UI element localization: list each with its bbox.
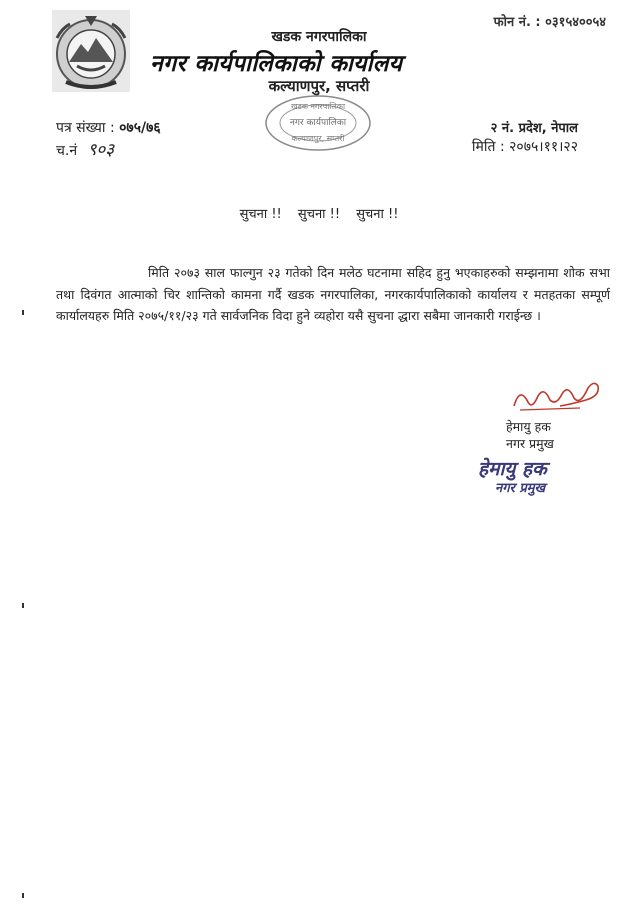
phone-number: फोन नं. : ०३१५४००५४ bbox=[493, 15, 606, 30]
office-stamp bbox=[263, 93, 373, 153]
letter-number-value: ०७५/७६ bbox=[119, 120, 161, 136]
notice-body: मिति २०७३ साल फाल्गुन २३ गतेको दिन मलेठ घटनामा सहिद हुनु भएकाहरुको सम्झनामा शोक सभा तथा दिवंगत आत्माको चिर शान्तिको कामना गर्दै खडक नगरपालिका, नगरकार्यपालिकाको कार्यालय र मतहतका सम्पूर्ण कार्यालयहरु मिति २०७५/११/२३ गते सार्वजनिक विदा हुने व्यहोरा यसै सुचना द्धारा सबैमा जानकारी गराईन्छ । bbox=[56, 265, 610, 323]
signature-stamp-name: हेमायु हक bbox=[478, 458, 547, 480]
stamp-text-2: नगर कार्यपालिका bbox=[289, 118, 347, 128]
stamp-text-3: कल्याणपुर, सप्तरी bbox=[291, 134, 345, 143]
dispatch-number-value: ९०३ bbox=[87, 140, 115, 160]
notice-word: सुचना !! bbox=[239, 207, 282, 222]
scan-mark bbox=[22, 603, 24, 608]
signature-stamp-title: नगर प्रमुख bbox=[495, 481, 546, 496]
notice-word: सुचना !! bbox=[356, 207, 399, 222]
scan-mark bbox=[22, 310, 24, 315]
office-name: नगर कार्यपालिकाको कार्यालय bbox=[150, 51, 403, 77]
signatory-name: हेमायु हक bbox=[506, 419, 551, 434]
dispatch-number-label: च.नं bbox=[56, 143, 78, 159]
office-address: कल्याणपुर, सप्तरी bbox=[268, 77, 370, 95]
municipality-name: खडक नगरपालिका bbox=[271, 29, 367, 45]
stamp-text-1: खडक नगरपालिका bbox=[290, 102, 346, 111]
dispatch-number bbox=[56, 137, 114, 160]
scan-mark bbox=[22, 893, 24, 898]
letter-number-label: पत्र संख्या : bbox=[56, 120, 115, 136]
signatory-title: नगर प्रमुख bbox=[506, 436, 554, 451]
letter-date: मिति : २०७५।११।२२ bbox=[471, 139, 578, 155]
letter-number bbox=[56, 118, 161, 137]
handwritten-signature bbox=[510, 376, 602, 416]
notice-word: सुचना !! bbox=[297, 207, 341, 222]
province-label: २ नं. प्रदेश, नेपाल bbox=[490, 121, 578, 136]
notice-heading bbox=[0, 204, 638, 222]
